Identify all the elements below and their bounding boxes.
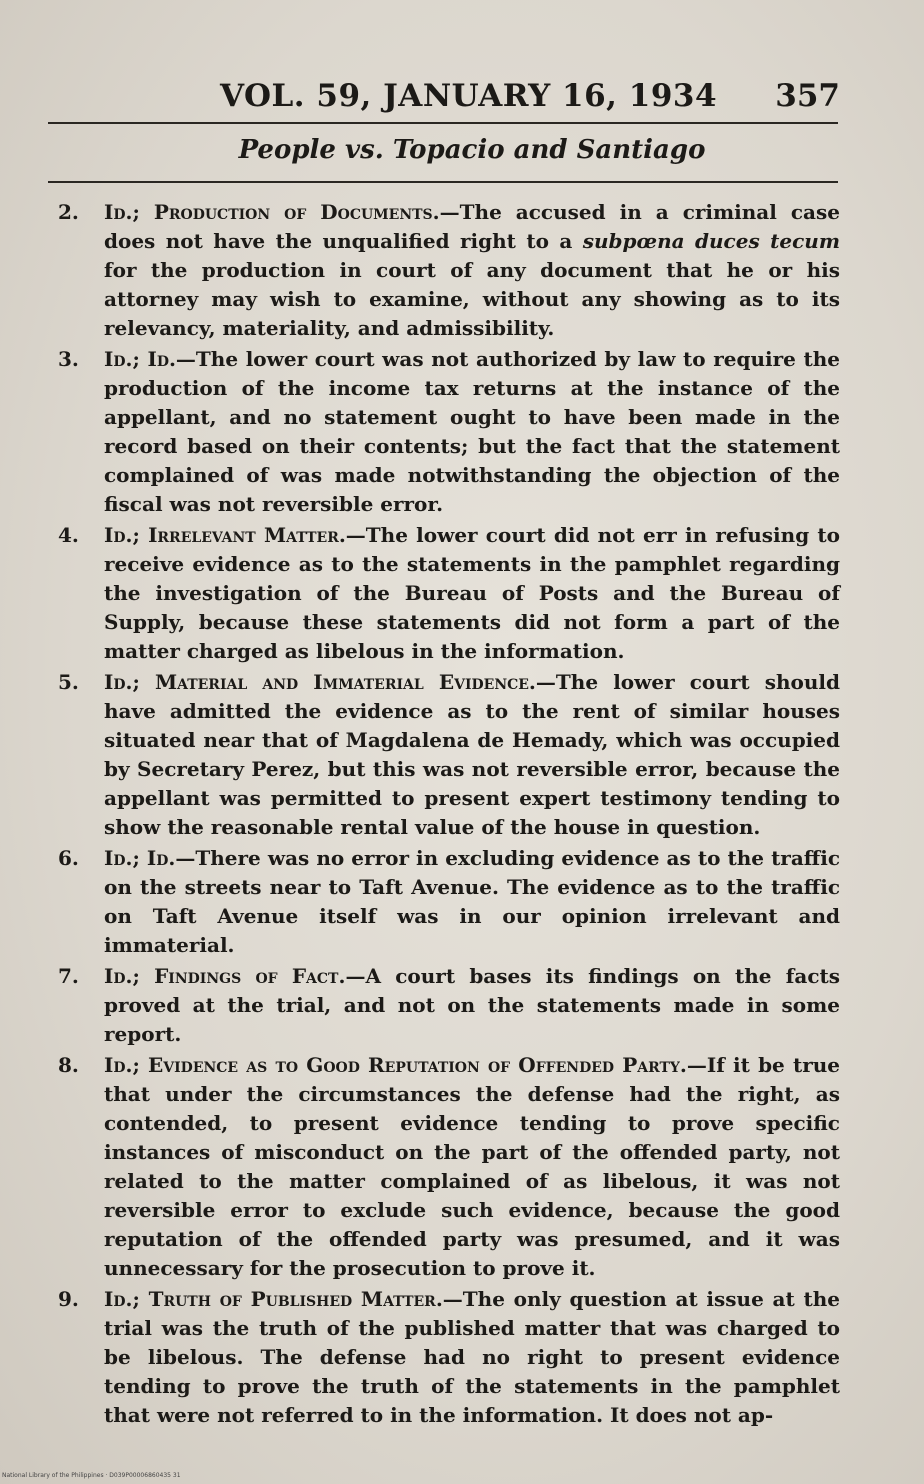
syllabus-paragraph-2 (58, 198, 840, 343)
syllabus-body (58, 198, 840, 1432)
paragraph-number: 8. (58, 1053, 79, 1077)
paragraph-number: 3. (58, 347, 79, 371)
paragraph-number: 9. (58, 1287, 79, 1311)
dash: — (439, 200, 460, 224)
paragraph-heading: Id.; Material and Immaterial Evidence. (104, 670, 536, 694)
syllabus-paragraph-8 (58, 1051, 840, 1283)
paragraph-text: The lower court did not err in refusing to receive evidence as to the statements in the pamphlet regarding the investigation of the Bureau of Posts and the Bureau of Supply, because these statements did not form a part of the matter charged as libelous in the information. (104, 523, 840, 663)
paragraph-number: 7. (58, 964, 79, 988)
dash: — (686, 1053, 707, 1077)
paragraph-number: 2. (58, 200, 79, 224)
paragraph-text: The only question at issue at the trial was the truth of the published matter that was charged to be libelous. The defense had no right to present evidence tending to prove the truth of the statements in the pamphlet that were not referred to in the information. It does not ap- (104, 1287, 840, 1427)
paragraph-text: The lower court was not authorized by law to require the production of the income tax returns at the instance of the appellant, and no statement ought to have been made in the record based on their contents; but the fact that the statement complained of was made notwithstanding the objection of the fiscal was not reversible error. (104, 347, 840, 516)
syllabus-paragraph-6 (58, 844, 840, 960)
volume-date: VOL. 59, JANUARY 16, 1934 (220, 78, 718, 114)
paragraph-number: 4. (58, 523, 79, 547)
syllabus-paragraph-5 (58, 668, 840, 842)
paragraph-number: 6. (58, 846, 79, 870)
dash: — (345, 523, 366, 547)
dash: — (175, 347, 196, 371)
paragraph-heading: Id.; Evidence as to Good Reputation of Offended Party. (104, 1053, 687, 1077)
dash: — (345, 964, 366, 988)
page-number: 357 (775, 78, 840, 114)
case-title: People vs. Topacio and Santiago (238, 135, 706, 165)
paragraph-heading: Id.; Truth of Published Matter. (104, 1287, 443, 1311)
paragraph-heading: Id.; Production of Documents. (104, 200, 440, 224)
dash: — (535, 670, 556, 694)
paragraph-text-cont: for the production in court of any document that he or his attorney may wish to examine, without any showing as to its relevancy, materiality, and admissibility. (104, 258, 840, 340)
paragraph-text: If it be true that under the circumstances the defense had the right, as contended, to present evidence tending to prove specific instances of misconduct on the part of the offended party, not related to the matter complained of as libelous, it was not reversible error to exclude such evidence, because the good reputation of the offended party was presumed, and it was unnecessary for the prosecution to prove it. (104, 1053, 841, 1280)
paragraph-text: The lower court should have admitted the evidence as to the rent of similar houses situated near that of Magdalena de Hemady, which was occupied by Secretary Perez, but this was not reversible error, because the appellant was permitted to present expert testimony tending to show the reasonable rental value of the house in question. (104, 670, 840, 839)
paragraph-text: The accused in a criminal case does not have the unqualified right to a (104, 200, 840, 253)
header-rule-top (48, 122, 838, 124)
paragraph-heading: Id.; Findings of Fact. (104, 964, 346, 988)
paragraph-heading: Id.; Irrelevant Matter. (104, 523, 346, 547)
syllabus-paragraph-9 (58, 1285, 840, 1430)
dash: — (175, 846, 196, 870)
paragraph-text: A court bases its findings on the facts proved at the trial, and not on the statements made in some report. (104, 964, 840, 1046)
syllabus-paragraph-7 (58, 962, 840, 1049)
paragraph-number: 5. (58, 670, 79, 694)
paragraph-heading: Id.; Id. (104, 846, 176, 870)
header-rule-bottom (48, 181, 838, 183)
scan-footer: National Library of the Philippines · D039P00006860435 31 (2, 1472, 181, 1479)
italic-term: subpœna duces tecum (582, 229, 840, 253)
syllabus-paragraph-4 (58, 521, 840, 666)
page-header (50, 78, 840, 118)
paragraph-text: There was no error in excluding evidence as to the traffic on the streets near to Taft Avenue. The evidence as to the traffic on Taft Avenue itself was in our opinion irrelevant and immaterial. (104, 846, 840, 957)
dash: — (442, 1287, 463, 1311)
syllabus-paragraph-3 (58, 345, 840, 519)
paragraph-heading: Id.; Id. (104, 347, 176, 371)
